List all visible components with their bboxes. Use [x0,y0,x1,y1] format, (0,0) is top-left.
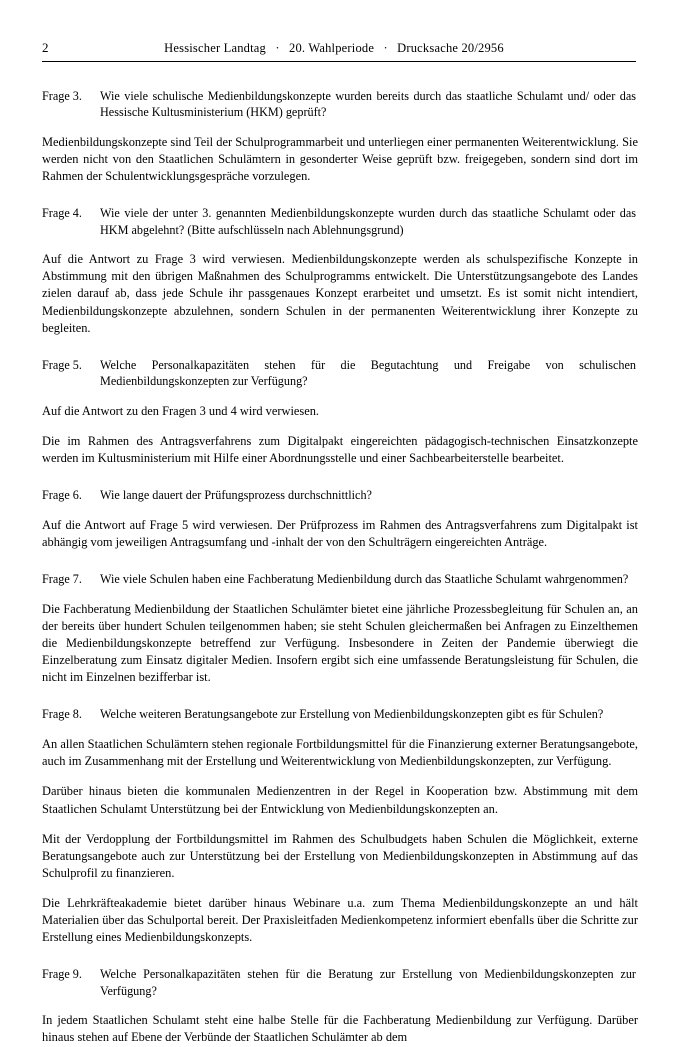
answer-paragraph: Medienbildungskonzepte sind Teil der Schulprogrammarbeit und unterliegen einer permanenten Weiterentwicklung. Sie werden nicht von den Staatlichen Schulämtern in gesonderter Weise geprüft bzw. freigegeben, sondern sind dort im Rahmen der Schulentwicklungsgespräche vorzulegen. [42,134,638,184]
answer-paragraph: Darüber hinaus bieten die kommunalen Medienzentren in der Regel in Kooperation bzw. Abstimmung mit dem Staatlichen Schulamt Unterstützung bei der Entwicklung von Medienbildungskonzepten an. [42,784,638,816]
question-text: Wie viele Schulen haben eine Fachberatung Medienbildung durch das Staatliche Schulamt wahrgenommen? [100,572,629,587]
header-title-part-2: 20. Wahlperiode [289,41,375,55]
question-block [42,966,638,999]
question-block [42,487,638,504]
answer-paragraph: In jedem Staatlichen Schulamt steht eine halbe Stelle für die Fachberatung Medienbildung zur Verfügung. Darüber hinaus stehen auf Ebene der Verbünde der Staatlichen Schulämter ab dem [42,1013,638,1045]
question-text: Welche Personalkapazitäten stehen für die Begutachtung und Freigabe von schulischen Medienbildungskonzepten zur Verfügung? [100,357,636,389]
question-label: Frage 9. [42,967,82,982]
question-block [42,571,638,588]
answer-paragraph: Die Lehrkräfteakademie bietet darüber hinaus Webinare u.a. zum Thema Medienbildungskonzepte an und hält Materialien über das Schulportal bereit. Der Praxisleitfaden Medienkompetenz informiert ebenfalls über die Schritte zur Erstellung eines Medienbildungskonzepts. [42,896,638,945]
answer-paragraph: Auf die Antwort zu Frage 3 wird verwiesen. Medienbildungskonzepte werden als schulspezifische Konzepte in Abstimmung mit den übrigen Maßnahmen des Schulprogramms entwickelt. Die Unterstützungsangebote des Landes zielen darauf ab, dass jede Schule ihr passgenaues Konzept erarbeitet und umsetzt. Es ist somit nicht intendiert, Medienbildungskonzepte abzulehnen, sondern Schulen in der permanenten Weiterentwicklung ihrer Konzepte zu begleiten. [42,252,638,335]
answer-paragraph: An allen Staatlichen Schulämtern stehen regionale Fortbildungsmittel für die Finanzierung externer Beratungsangebote, auch im Zusammenhang mit der Erstellung und Weiterentwicklung von Medienbildungskonzepten, zur Verfügung. [42,737,638,769]
question-text: Wie lange dauert der Prüfungsprozess durchschnittlich? [100,488,372,503]
answer-paragraph: Die im Rahmen des Antragsverfahrens zum Digitalpakt eingereichten pädagogisch-technischen Einsatzkonzepte werden im Kultusministerium mit Hilfe einer Abordnungsstelle und einer Sachbearbeiterstelle bearbeitet. [42,433,638,465]
header-separator-2: · [383,41,388,55]
header-separator-1: · [275,41,280,55]
question-block [42,88,638,121]
question-label: Frage 3. [42,89,82,103]
question-label: Frage 4. [42,206,82,221]
question-text: Welche Personalkapazitäten stehen für die Beratung zur Erstellung von Medienbildungskonzepten zur Verfügung? [100,967,636,998]
question-label: Frage 6. [42,488,82,503]
question-label: Frage 7. [42,572,82,587]
page-number: 2 [42,40,49,55]
page-header [40,40,638,56]
question-label: Frage 8. [42,707,82,722]
answer-paragraph: Mit der Verdopplung der Fortbildungsmittel im Rahmen des Schulbudgets haben Schulen die Möglichkeit, externe Beratungsangebote auch zur Unterstützung bei der Erstellung von Medienbildungskonzepten in Abstimmung auf das Schulprofil zu finanzieren. [42,831,638,880]
answer-paragraph: Auf die Antwort zu den Fragen 3 und 4 wird verwiesen. [42,403,320,418]
question-text: Wie viele schulische Medienbildungskonzepte wurden bereits durch das staatliche Schulamt und/ oder das Hessische Kultusministerium (HKM) geprüft? [100,89,636,120]
question-text: Wie viele der unter 3. genannten Medienbildungskonzepte wurden durch das staatliche Schulamt oder das HKM abgelehnt? (Bitte aufschlüsseln nach Ablehnungsgrund) [100,206,636,237]
question-label: Frage 5. [42,357,82,372]
question-block [42,205,638,238]
question-block [42,706,638,723]
header-title [90,41,638,56]
header-rule [42,61,636,62]
question-text: Welche weiteren Beratungsangebote zur Erstellung von Medienbildungskonzepten gibt es für Schulen? [100,707,604,722]
document-body [42,88,638,1047]
header-title-part-1: Hessischer Landtag [164,41,266,55]
answer-paragraph: Auf die Antwort auf Frage 5 wird verwiesen. Der Prüfprozess im Rahmen des Antragsverfahrens zum Digitalpakt ist abhängig vom jeweiligen Antragsumfang und -inhalt der von den Schulträgern eingereichten Anträge. [42,517,638,549]
question-block [42,357,638,390]
header-title-part-3: Drucksache 20/2956 [397,41,504,55]
answer-paragraph: Die Fachberatung Medienbildung der Staatlichen Schulämter bietet eine jährliche Prozessbegleitung für Schulen an, an der bereits über hundert Schulen teilgenommen haben; sie steht Schulen gleichermaßen bei Anfragen zu Einzelthemen die Medienbildungskonzepte betreffend zur Verfügung. Insbesondere in Zeiten der Pandemie überwiegt die Einzelberatung zum Einsatz digitaler Medien. Insofern ergibt sich eine umfassende Beratungsleistung für Schulen, die nicht im Einzelnen bezifferbar ist. [42,601,638,685]
